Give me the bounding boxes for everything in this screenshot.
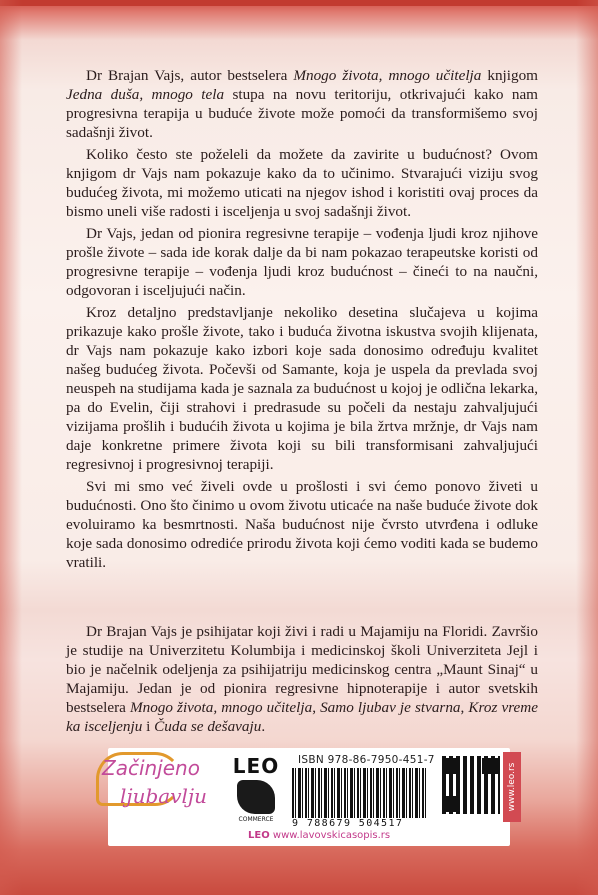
series-logo (102, 756, 222, 816)
author-bio-paragraph: Dr Brajan Vajs je psihijatar koji živi i radi u Majamiju na Floridi. Završio je studije na Univerzitetu Kolumbija i medicinskoj školi Univerziteta Jejl i bio je načelnik odeljenja za psihijatriju medicinskog centra „Maunt Sinaj“ u Majamiju. Jedan je od pionira regresivne hipnoterapije i autor svetskih bestselera Mnogo života, mnogo učitelja, Samo ljubav je stvarna, Kroz vreme ka isceljenju i Čuda se dešavaju. (66, 623, 539, 735)
blurb-paragraph-2: Koliko često ste poželeli da možete da zavirite u budućnost? Ovom knjigom dr Vajs nam pokazuje kako da to učinimo. Stvarajući viziju svog budućeg života, mi možemo uticati na njegov ishod i koristiti ovaj proces da bismo uneli više radosti i isceljenja u svoj sadašnji život. (66, 146, 538, 220)
publisher-logo-sub: COMMERCE (238, 816, 274, 823)
book-blurb (66, 66, 538, 575)
book-title-ref: Čuda se dešavaju (154, 718, 262, 735)
blurb-paragraph-4: Kroz detaljno predstavljanje nekoliko desetina slučajeva u kojima prikazuje kako prošle živote, tako i buduća životna iskustva svojih klijenata, dr Vajs nam pokazuje kako izbori koje sada donosimo određuju kvalitet našeg budućeg života. Počevši od Samante, koja je uspela da prevlada svoj neuspeh na studijama kada je saznala za budućnost u kojoj je odlična lekarka, pa do Evelin, čiji strahovi i predrasude su počeli da nestaju zahvaljujući vizijama prošlih i budućih života u kojima je bila žrtva mržnje, dr Vajs nam daje konkretne primere života koji su bili transformisani zahvaljujući regresivnoj i progresivnoj terapiji. (66, 304, 538, 473)
blurb-paragraph-1: Dr Brajan Vajs, autor bestselera Mnogo života, mnogo učitelja knjigom Jedna duša, mnogo tela stupa na novu teritoriju, otkrivajući kako nam progresivna terapija u buduće živote može pomoći da transformišemo svoj sadašnji život. (66, 67, 538, 141)
author-bio (66, 622, 538, 739)
series-logo-line-1: Začinjeno (102, 756, 200, 780)
book-title-ref: Kroz vreme ka isceljenju (66, 699, 539, 735)
book-title-ref: Jedna duša, mnogo tela (66, 86, 225, 103)
isbn-label: ISBN 978-86-7950-451-7 (298, 754, 435, 766)
top-red-edge (0, 0, 598, 6)
blurb-paragraph-3: Dr Vajs, jedan od pionira regresivne terapije – vođenja ljudi kroz njihove prošle živote – sada ide korak dalje da bi nam pokazao terapeutske koristi od progresivne terapije – vođenja ljudi kroz budućnost – čineći to na naučni, odgovoran i isceljujući način. (66, 225, 538, 299)
barcode-icon (292, 768, 428, 818)
qr-code-icon (440, 754, 502, 816)
lion-head-icon (237, 780, 275, 814)
right-red-edge (576, 0, 598, 895)
publisher-logo-text: LEO (232, 754, 280, 778)
book-title-ref: Samo ljubav je stvarna (320, 699, 461, 716)
book-title-ref: Mnogo života, mnogo učitelja (293, 67, 482, 84)
left-red-edge (0, 0, 22, 895)
barcode-digits: 9 788679 504517 (292, 818, 404, 829)
blurb-paragraph-5: Svi mi smo već živeli ovde u prošlosti i svi ćemo ponovo živeti u budućnosti. Ono što činimo u ovom životu uticaće na naše buduće živote dok evoluiramo ka besmrtnosti. Naša budućnost nije čvrsto utvrđena i odluke koje sada donosimo odrediće prirodu života koji ćemo voditi kada se budemo vratili. (66, 478, 538, 571)
magazine-brand: LEO (248, 830, 270, 841)
book-title-ref: Mnogo života, mnogo učitelja (129, 699, 313, 716)
magazine-url: www.lavovskicasopis.rs (272, 830, 391, 841)
publisher-website: www.leo.rs (507, 762, 517, 812)
publisher-website-tab (503, 752, 521, 822)
series-logo-line-2: ljubavlju (120, 784, 207, 808)
magazine-link (248, 830, 390, 841)
publisher-logo (232, 754, 280, 822)
